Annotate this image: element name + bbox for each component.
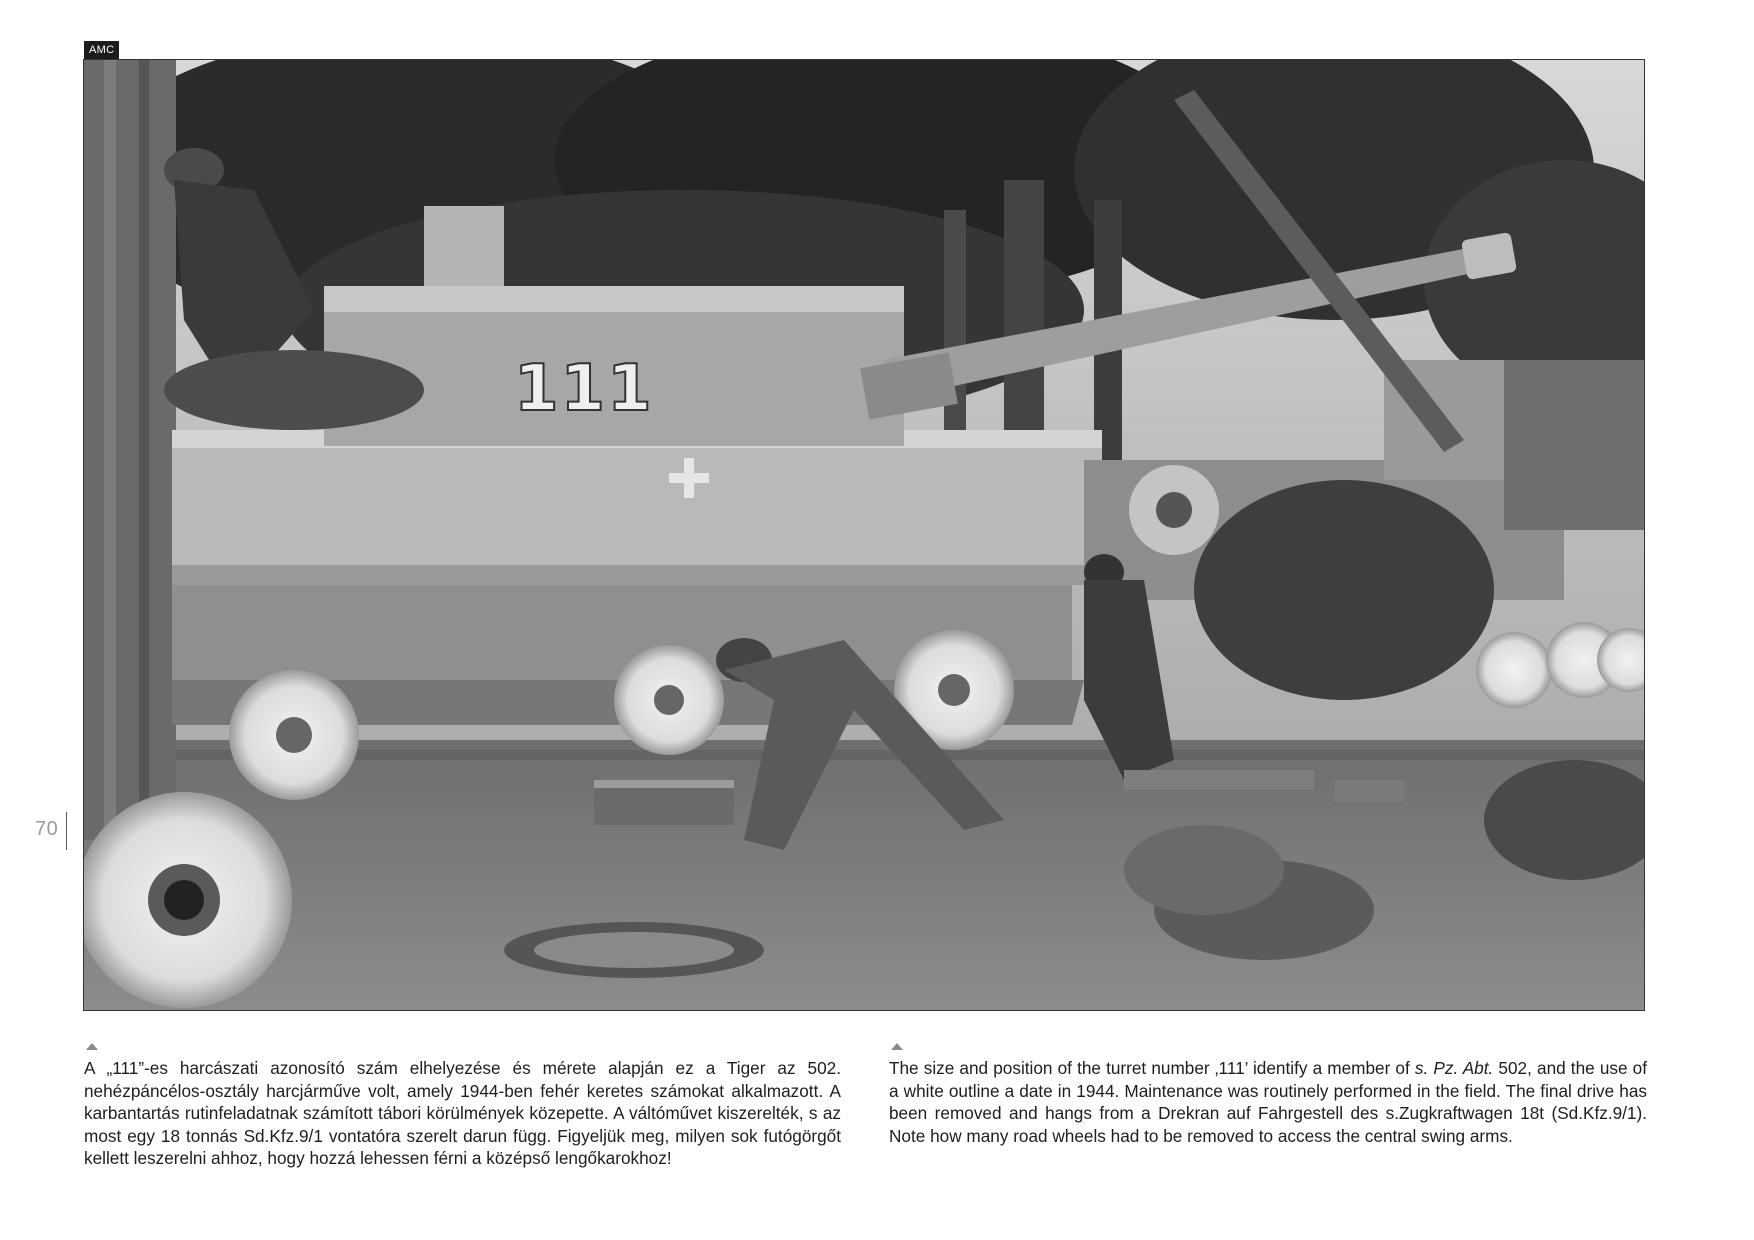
caption-english-part2: 502, and the use of a white outline a date in 1944. Maintenance was routinely performed in the field. The final drive has been removed and hangs from a Drekran auf Fahrgestell des s.Zugkraftwagen 18t (Sd.Kfz.9/1). Note how many road wheels had to be removed to access the central swing arms. (889, 1058, 1648, 1146)
caption-english (889, 1057, 1647, 1147)
tree-trunk (84, 60, 176, 840)
photo-credit-badge: AMC (84, 41, 119, 59)
page-number: 70 (35, 818, 59, 840)
caption-marker-english (891, 1043, 903, 1050)
caption-hungarian: A „111”-es harcászati azonosító szám elhelyezése és mérete alapján ez a Tiger az 502. nehézpáncélos-osztály harcjárműve volt, amely 1944-ben fehér keretes számokat alkalmazott. A karbantartás rutinfeladatnak számított tábori körülmények közepette. A váltóművet kiszerelték, s az most egy 18 tonnás Sd.Kfz.9/1 vontatóra szerelt darun függ. Figyeljük meg, milyen sok futógörgőt kellett leszerelni ahhoz, hogy hozzá lehessen férni a középső lengőkarokhoz! (84, 1058, 841, 1169)
turret-number: 111 (514, 352, 654, 426)
caption-english-unit: s. Pz. Abt. (1414, 1058, 1494, 1078)
loose-road-wheel (84, 792, 292, 1008)
page-number-rule (66, 812, 67, 850)
tiger-tank-maintenance-photo (83, 59, 1645, 1011)
caption-marker-hungarian (86, 1043, 98, 1050)
caption-english-part1: The size and position of the turret number ‚111’ identify a member of (889, 1058, 1415, 1078)
